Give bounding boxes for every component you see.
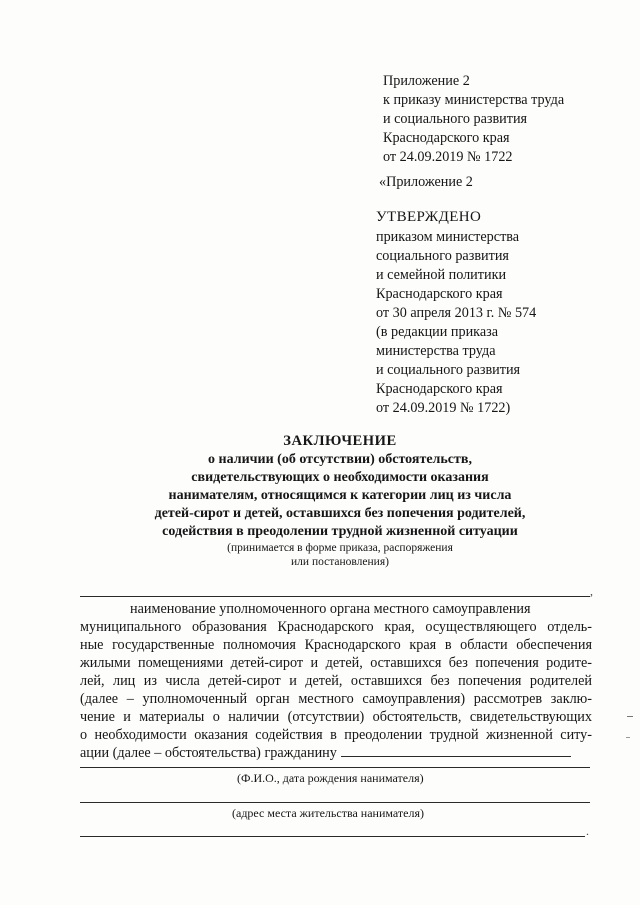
citizen-name-blank <box>341 744 571 757</box>
approved-line: министерства труда <box>376 343 496 359</box>
conclusion-line: свидетельствующих о необходимости оказания <box>191 470 489 485</box>
body-line: (далее – уполномоченный орган местного самоуправления) рассмотрев заклю- <box>80 691 592 707</box>
conclusion-line: детей-сирот и детей, оставшихся без попечения родителей, <box>154 506 526 521</box>
body-line: муниципального образования Краснодарского края, осуществляющего отдель- <box>80 619 592 635</box>
scan-mark <box>626 737 630 738</box>
trailing-comma: , <box>590 584 593 598</box>
approved-block <box>376 208 536 418</box>
address-line-2 <box>80 836 585 837</box>
quote-appendix <box>379 173 473 192</box>
approved-line: приказом министерства <box>376 229 520 245</box>
body-line-text: ации (далее – обстоятельства) гражданину <box>80 745 337 761</box>
fio-label: (Ф.И.О., дата рождения нанимателя) <box>237 771 424 785</box>
body-line-last <box>80 744 592 762</box>
conclusion-line: содействия в преодолении трудной жизненной ситуации <box>162 524 518 539</box>
conclusion-line: о наличии (об отсутствии) обстоятельств, <box>208 452 472 467</box>
approved-line: (в редакции приказа <box>376 324 499 340</box>
body-line: ные государственные полномочия Краснодарского края в области обеспечения <box>80 637 592 653</box>
approved-line: от 30 апреля 2013 г. № 574 <box>376 305 537 321</box>
appendix-header-line: Краснодарского края <box>383 130 510 146</box>
address-line-1 <box>80 802 590 803</box>
body-line: лей, лиц из числа детей-сирот и детей, оставшихся без попечения родителей <box>80 673 592 689</box>
address-label: (адрес места жительства нанимателя) <box>232 806 424 820</box>
quote-appendix-text: «Приложение 2 <box>379 174 473 190</box>
approved-line: и социального развития <box>376 362 521 378</box>
body-line: о необходимости оказания содействия в преодолении трудной жизненной ситу- <box>80 727 592 743</box>
conclusion-line: нанимателям, относящимся к категории лиц из числа <box>168 488 512 503</box>
appendix-header-line: от 24.09.2019 № 1722 <box>383 149 513 165</box>
body-line: жилыми помещениями детей-сирот и детей, оставшихся без попечения родите- <box>80 655 592 671</box>
approved-line: Краснодарского края <box>376 286 503 302</box>
scan-mark <box>627 716 633 717</box>
approved-line: социального развития <box>376 248 509 264</box>
trailing-dot: . <box>586 824 589 838</box>
appendix-header-line: Приложение 2 <box>383 73 470 89</box>
authority-name-line <box>80 596 590 597</box>
approved-line: Краснодарского края <box>376 381 503 397</box>
approved-title: УТВЕРЖДЕНО <box>376 209 482 225</box>
conclusion-heading <box>60 431 620 569</box>
fio-line <box>80 767 590 768</box>
appendix-header-line: к приказу министерства труда <box>383 92 565 108</box>
approved-line: от 24.09.2019 № 1722) <box>376 400 511 416</box>
body-line: чение и материалы о наличии (отсутствии) обстоятельств, свидетельствующих <box>80 709 592 725</box>
conclusion-note: или постановления) <box>291 556 389 568</box>
appendix-header <box>383 72 564 167</box>
conclusion-note: (принимается в форме приказа, распоряжения <box>227 542 453 554</box>
conclusion-title: ЗАКЛЮЧЕНИЕ <box>283 433 397 449</box>
appendix-header-line: и социального развития <box>383 111 528 127</box>
authority-label: наименование уполномоченного органа местного самоуправления <box>130 601 531 617</box>
approved-line: и семейной политики <box>376 267 507 283</box>
